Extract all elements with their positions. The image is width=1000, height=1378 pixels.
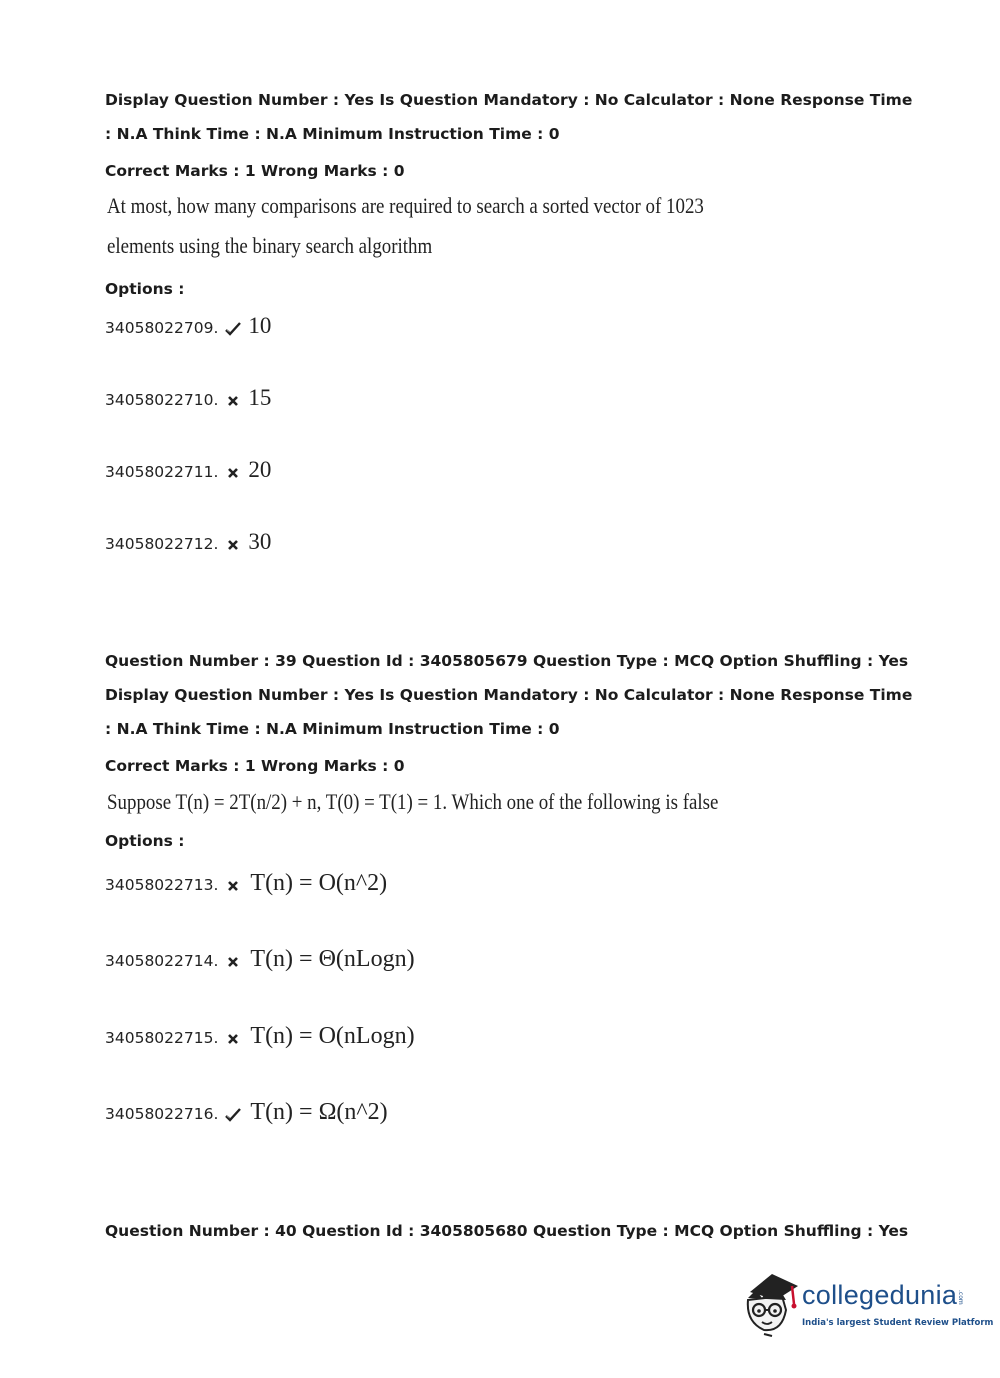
cross-icon [224, 878, 242, 894]
option-item [105, 933, 415, 973]
cross-icon [224, 537, 242, 553]
option-id: 34058022714. [105, 952, 219, 970]
q39-question-text: Suppose T(n) = 2T(n/2) + n, T(0) = T(1) = 1. Which one of the following is false [107, 789, 719, 814]
cross-icon [224, 393, 242, 409]
check-icon [224, 321, 242, 337]
option-item [105, 444, 271, 484]
q39-meta-line: Display Question Number : Yes Is Question Mandatory : No Calculator : None Response Time [105, 686, 913, 704]
option-value: T(n) = Θ(nLogn) [250, 946, 415, 972]
q38-options-label: Options : [105, 280, 185, 298]
option-value: 15 [248, 385, 272, 410]
cross-icon [224, 1031, 242, 1047]
q39-marks: Correct Marks : 1 Wrong Marks : 0 [105, 757, 405, 775]
option-item [105, 1086, 388, 1126]
option-value: 10 [248, 313, 272, 338]
logo-tagline: India's largest Student Review Platform [802, 1318, 994, 1328]
collegedunia-logo [742, 1270, 994, 1340]
check-icon [224, 1107, 242, 1123]
q38-meta-line: : N.A Think Time : N.A Minimum Instruction Time : 0 [105, 125, 560, 143]
option-item [105, 300, 271, 340]
option-item [105, 372, 271, 412]
option-value: T(n) = O(nLogn) [250, 1023, 415, 1049]
q38-meta [105, 83, 925, 151]
option-value: T(n) = O(n^2) [250, 870, 388, 896]
cross-icon [224, 465, 242, 481]
q38-question-text: At most, how many comparisons are required to search a sorted vector of 1023 [107, 193, 704, 218]
q38-marks: Correct Marks : 1 Wrong Marks : 0 [105, 162, 405, 180]
option-value: 30 [248, 529, 272, 554]
option-item [105, 1010, 415, 1050]
q39-meta-line: : N.A Think Time : N.A Minimum Instruction Time : 0 [105, 720, 560, 738]
cross-icon [224, 954, 242, 970]
option-id: 34058022716. [105, 1105, 219, 1123]
option-id: 34058022710. [105, 391, 219, 409]
mascot-icon [742, 1270, 802, 1340]
option-id: 34058022715. [105, 1029, 219, 1047]
q38-question-text: elements using the binary search algorithm [107, 233, 433, 258]
option-item [105, 857, 387, 897]
logo-wordmark: collegedunia [802, 1280, 958, 1310]
q38-meta-line: Display Question Number : Yes Is Question Mandatory : No Calculator : None Response Time [105, 91, 913, 109]
q39-meta [105, 644, 925, 746]
option-id: 34058022712. [105, 535, 219, 553]
q40-meta [105, 1214, 925, 1248]
q40-meta-line: Question Number : 40 Question Id : 3405805680 Question Type : MCQ Option Shuffling : Yes [105, 1222, 909, 1240]
q39-meta-line: Question Number : 39 Question Id : 3405805679 Question Type : MCQ Option Shuffling : Yes [105, 652, 909, 670]
option-value: T(n) = Ω(n^2) [250, 1099, 388, 1125]
option-id: 34058022711. [105, 463, 219, 481]
option-value: 20 [248, 457, 272, 482]
option-id: 34058022709. [105, 319, 219, 337]
option-id: 34058022713. [105, 876, 219, 894]
logo-com: .com [957, 1290, 964, 1305]
q39-options-label: Options : [105, 832, 185, 850]
option-item [105, 516, 271, 556]
